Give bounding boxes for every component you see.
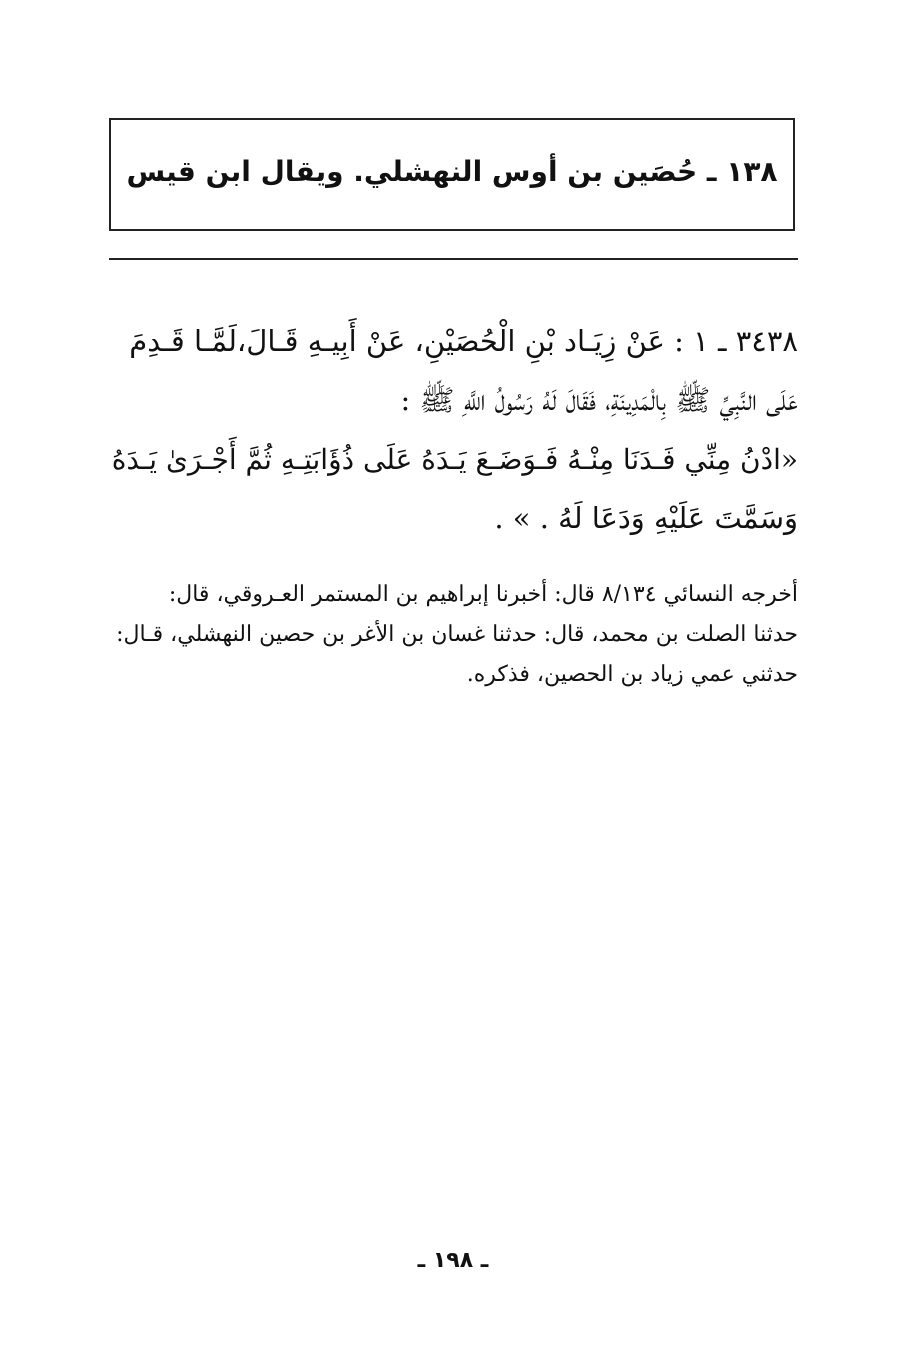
hadith-text (108, 312, 798, 548)
takhrij-line: حدثني عمي زياد بن الحصين، فذكره. (466, 662, 798, 687)
page-number: ـ ١٩٨ ـ (417, 1248, 489, 1273)
takhrij-line: أخرجه النسائي ٨/١٣٤ قال: أخبرنا إبراهيم بن المستمر العـروقي، قال: (168, 582, 798, 607)
chapter-title-box (109, 118, 795, 231)
takhrij-footnote (110, 575, 798, 695)
hadith-line: «ادْنُ مِنِّي فَـدَنَا مِنْـهُ فَـوَضَـعَ يَـدَهُ عَلَى ذُؤَابَتِـهِ ثُمَّ أَجْـرَىٰ يَـدَهُ (111, 443, 798, 476)
hadith-line: ٣٤٣٨ ـ ١ : عَنْ زِيَـاد بْنِ الْحُصَيْنِ، عَنْ أَبِيـهِ قَـالَ،لَمَّـا قَـدِمَ (129, 324, 798, 358)
title-divider (109, 258, 798, 260)
takhrij-line: حدثنا الصلت بن محمد، قال: حدثنا غسان بن الأغر بن حصين النهشلي، قـال: (116, 622, 798, 647)
hadith-line: عَلَى النَّبِيِّ ﷺ بِالْمَدِينَةِ، فَقَالَ لَهُ رَسُولُ اللَّهِ ﷺ : (400, 383, 798, 417)
hadith-line: وَسَمَّتَ عَلَيْهِ وَدَعَا لَهُ . » . (494, 501, 798, 535)
chapter-title: ١٣٨ ـ حُصَين بن أوس النهشلي. ويقال ابن قيس (126, 155, 778, 188)
